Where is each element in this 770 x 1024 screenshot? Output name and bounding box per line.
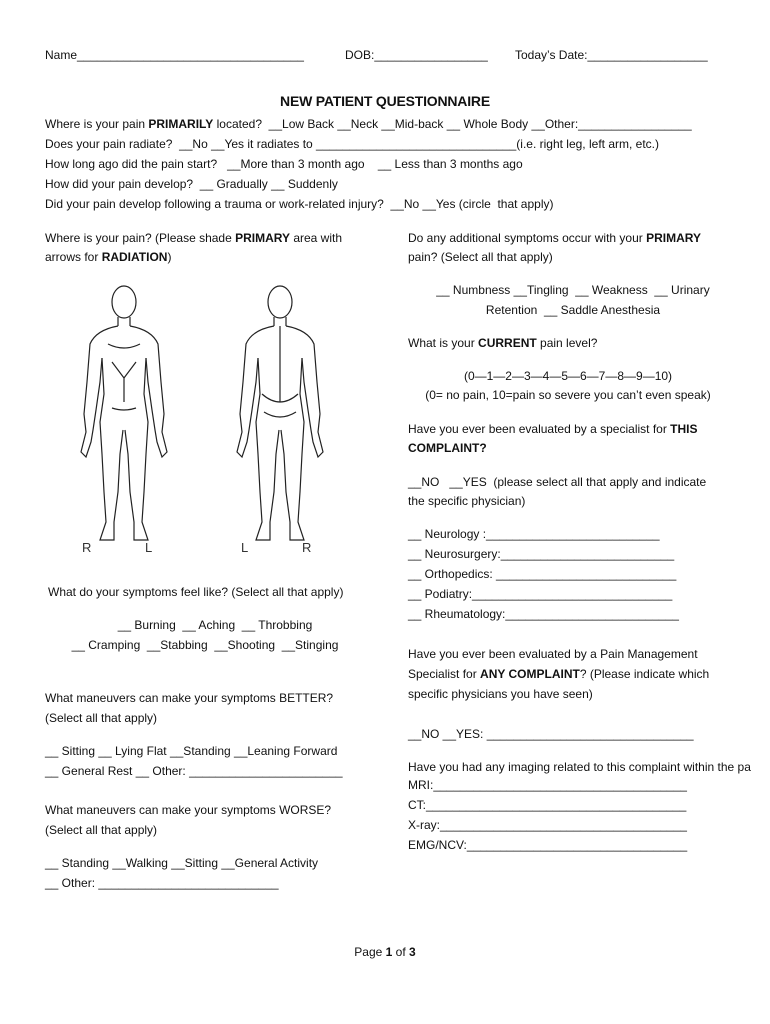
pain-mgmt-answer[interactable]: __NO __YES: _______________________________: [408, 727, 694, 741]
back-body-figure[interactable]: [237, 286, 323, 555]
pm-l2-pre: Specialist for: [408, 667, 481, 681]
worse-options-1[interactable]: __ Standing __Walking __Sitting __General Activity: [45, 856, 319, 870]
better-options-1[interactable]: __ Sitting __ Lying Flat __Standing __Leaning Forward: [45, 744, 338, 758]
q1-post: located? __Low Back __Neck __Mid-back __ Whole Body __Other:_________________: [213, 117, 692, 131]
symptoms-feel-question: What do your symptoms feel like? (Select all that apply): [48, 585, 344, 599]
pm-l2-post: ? (Please indicate which: [579, 667, 710, 681]
pain-scale-note: (0= no pain, 10=pain so severe you can’t even speak): [425, 388, 711, 402]
additional-symptoms-line1: [408, 230, 701, 246]
pain-location-question: [45, 116, 692, 132]
worse-question: What maneuvers can make your symptoms WORSE?: [45, 803, 332, 817]
q1-bold: PRIMARILY: [148, 117, 214, 131]
where-pain-line2: [45, 249, 171, 265]
pain-mgmt-question-line3: specific physicians you have seen): [408, 687, 593, 701]
worse-options-2[interactable]: __ Other: ___________________________: [45, 876, 279, 890]
pain-radiate-question: Does your pain radiate? __No __Yes it radiates to ______________________________(i.e. right leg, left arm, etc.): [45, 137, 659, 151]
page-title: NEW PATIENT QUESTIONNAIRE: [280, 93, 490, 109]
pain-start-question: How long ago did the pain start? __More than 3 month ago __ Less than 3 months ago: [45, 157, 523, 171]
pain-mgmt-question-line1: Have you ever been evaluated by a Pain Management: [408, 647, 698, 661]
specialist-question-line1: [408, 421, 698, 437]
emg-ncv-field[interactable]: EMG/NCV:_________________________________: [408, 838, 688, 852]
pain-develop-question: How did your pain develop? __ Gradually __ Suddenly: [45, 177, 338, 191]
where-l1-bold: PRIMARY: [235, 231, 290, 245]
spec-l1-pre: Have you ever been evaluated by a specialist for: [408, 422, 671, 436]
where-pain-line1: [45, 230, 342, 246]
feel-options-1[interactable]: __ Burning __ Aching __ Throbbing: [117, 618, 313, 632]
footer-pre: Page: [354, 945, 386, 959]
addl-l1-bold: PRIMARY: [646, 231, 701, 245]
neurology-field[interactable]: __ Neurology :__________________________: [408, 527, 660, 541]
todays-date-field[interactable]: Today’s Date:__________________: [515, 48, 708, 62]
pain-bold: CURRENT: [478, 336, 537, 350]
mri-field[interactable]: MRI:______________________________________: [408, 778, 687, 792]
additional-options-2[interactable]: Retention __ Saddle Anesthesia: [485, 303, 661, 317]
pm-l2-bold: ANY COMPLAINT: [480, 667, 580, 681]
footer-total: 3: [409, 945, 416, 959]
footer-mid: of: [392, 945, 410, 959]
additional-options-1[interactable]: __ Numbness __Tingling __ Weakness __ Urinary: [436, 283, 710, 297]
where-l2-bold: RADIATION: [101, 250, 168, 264]
additional-symptoms-line2: pain? (Select all that apply): [408, 250, 553, 264]
pain-scale[interactable]: (0—1—2—3—4—5—6—7—8—9—10): [463, 369, 673, 383]
back-l-label: L: [241, 540, 249, 555]
ct-field[interactable]: CT:_______________________________________: [408, 798, 687, 812]
better-question: What maneuvers can make your symptoms BETTER?: [45, 691, 334, 705]
pain-mgmt-question-line2: [408, 666, 709, 682]
where-l2-post: ): [167, 250, 172, 264]
xray-field[interactable]: X-ray:_____________________________________: [408, 818, 687, 832]
rheumatology-field[interactable]: __ Rheumatology:__________________________: [408, 607, 679, 621]
front-body-figure[interactable]: [81, 286, 167, 555]
addl-l1-pre: Do any additional symptoms occur with your: [408, 231, 647, 245]
front-r-label: R: [82, 540, 92, 555]
spec-l1-bold: THIS: [670, 422, 698, 436]
dob-field[interactable]: DOB:_________________: [345, 48, 488, 62]
trauma-question: Did your pain develop following a trauma or work-related injury? __No __Yes (circle that apply): [45, 197, 554, 211]
neurosurgery-field[interactable]: __ Neurosurgery:__________________________: [408, 547, 675, 561]
feel-options-2[interactable]: __ Cramping __Stabbing __Shooting __Stinging: [71, 638, 339, 652]
pain-pre: What is your: [408, 336, 479, 350]
specialist-answer-line1[interactable]: __NO __YES (please select all that apply and indicate: [408, 475, 707, 489]
name-field[interactable]: Name__________________________________: [45, 48, 304, 62]
page-number: [0, 944, 770, 960]
where-l2-pre: arrows for: [45, 250, 102, 264]
body-diagram[interactable]: [78, 282, 348, 562]
current-pain-question: [408, 335, 597, 351]
back-r-label: R: [302, 540, 312, 555]
podiatry-field[interactable]: __ Podiatry:______________________________: [408, 587, 673, 601]
where-l1-post: area with: [290, 231, 343, 245]
front-l-label: L: [145, 540, 153, 555]
where-l1-pre: Where is your pain? (Please shade: [45, 231, 236, 245]
specialist-answer-line2: the specific physician): [408, 494, 526, 508]
better-options-2[interactable]: __ General Rest __ Other: _______________________: [45, 764, 343, 778]
footer-current: 1: [385, 945, 393, 959]
orthopedics-field[interactable]: __ Orthopedics: ___________________________: [408, 567, 677, 581]
specialist-question-line2: COMPLAINT?: [408, 441, 487, 455]
pain-post: pain level?: [536, 336, 598, 350]
imaging-question: Have you had any imaging related to this complaint within the pa: [408, 760, 751, 774]
better-select-note: (Select all that apply): [45, 711, 158, 725]
worse-select-note: (Select all that apply): [45, 823, 158, 837]
q1-pre: Where is your pain: [45, 117, 149, 131]
